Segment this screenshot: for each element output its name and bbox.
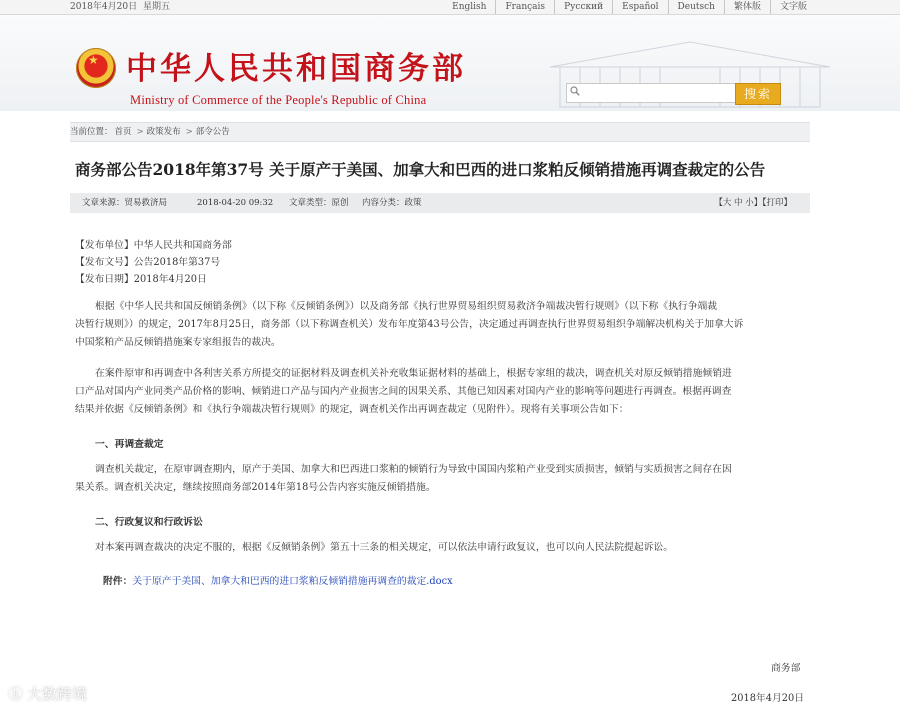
current-date: 2018年4月20日 xyxy=(70,2,138,12)
section-1-heading: 一、再调查裁定 xyxy=(95,439,164,450)
search-icon xyxy=(570,86,580,96)
breadcrumb-announcements-link[interactable]: 部令公告 xyxy=(195,127,230,137)
paragraph-line: 果关系。调查机关决定，继续按照商务部2014年第18号公告内容实施反倾销措施。 xyxy=(75,482,436,493)
breadcrumb-separator: > xyxy=(136,127,144,137)
paragraph-line: 中国浆粕产品反倾销措施案专家组报告的裁决。 xyxy=(75,337,281,348)
info-document-number: 【发布文号】公告2018年第37号 xyxy=(75,257,221,268)
article-source: 文章来源：贸易救济局 xyxy=(82,198,168,208)
paragraph-1 xyxy=(75,298,805,352)
section-2-heading: 二、行政复议和行政诉讼 xyxy=(95,517,203,528)
lang-traditional-link[interactable]: 繁体版 xyxy=(724,0,770,14)
watermark xyxy=(8,683,87,704)
article-title: 商务部公告2018年第37号 关于原产于美国、加拿大和巴西的进口浆粕反倾销措施再调查裁定的公告 xyxy=(75,160,766,179)
paragraph-line: 决暂行规则》）的规定，2017年8月25日，商务部（以下称调查机关）发布年度第43号公告，决定通过再调查执行世界贸易组织争端解决机构关于加拿大诉 xyxy=(75,319,744,330)
paragraph-line: 结果并依据《反倾销条例》和《执行争端裁决暂行规则》的规定，调查机关作出再调查裁定（见附件）。现将有关事项公告如下： xyxy=(75,404,629,415)
language-switcher xyxy=(443,0,816,14)
lang-german-link[interactable]: Deutsch xyxy=(668,0,724,14)
paragraph-2 xyxy=(75,365,805,419)
attachment-line xyxy=(103,573,453,587)
article-meta-bar xyxy=(70,193,810,213)
paragraph-line: 调查机关裁定，在原审调查期内，原产于美国、加拿大和巴西进口浆粕的倾销行为导致中国国内浆粕产业受到实质损害，倾销与实质损害之间存在因 xyxy=(95,464,732,475)
article-category: 内容分类：政策 xyxy=(362,198,422,208)
building-illustration xyxy=(540,37,840,117)
font-size-print-tools[interactable]: 【大 中 小】【打印】 xyxy=(714,198,792,208)
article-type: 文章类型：原创 xyxy=(289,198,349,208)
signature-date: 2018年4月20日 xyxy=(731,693,805,704)
site-header xyxy=(0,15,900,111)
section-1-body xyxy=(75,461,805,497)
paragraph-line: 在案件原审和再调查中各利害关系方所提交的证据材料及调查机关补充收集证据材料的基础上，根据专家组的裁决，调查机关对原反倾销措施倾销进 xyxy=(95,368,732,379)
lang-text-version-link[interactable]: 文字版 xyxy=(770,0,816,14)
info-publisher: 【发布单位】中华人民共和国商务部 xyxy=(75,240,232,251)
paragraph-line: 对本案再调查裁决的决定不服的，根据《反倾销条例》第五十三条的相关规定，可以依法申请行政复议，也可以向人民法院提起诉讼。 xyxy=(95,542,674,553)
breadcrumb-label: 当前位置： xyxy=(70,127,113,137)
site-title-chinese: 中华人民共和国商务部 xyxy=(126,51,466,87)
watermark-logo-icon: ⓚ xyxy=(8,685,24,703)
site-title-english: Ministry of Commerce of the People's Republic of China xyxy=(130,93,427,107)
breadcrumb-home-link[interactable]: 首页 xyxy=(114,127,132,137)
lang-french-link[interactable]: Français xyxy=(495,0,554,14)
search-input[interactable] xyxy=(566,83,736,103)
paragraph-line: 根据《中华人民共和国反倾销条例》（以下称《反倾销条例》）以及商务部《执行世界贸易组织贸易救济争端裁决暂行规则》（以下称《执行争端裁 xyxy=(95,301,718,312)
breadcrumb xyxy=(70,122,810,142)
national-emblem-icon xyxy=(76,48,116,88)
section-2-body xyxy=(75,539,805,557)
signature: 商务部 xyxy=(771,663,801,674)
article-datetime: 2018-04-20 09:32 xyxy=(197,198,274,208)
star-icon: ★ xyxy=(88,53,99,67)
top-bar xyxy=(0,0,900,15)
lang-spanish-link[interactable]: Español xyxy=(612,0,667,14)
lang-english-link[interactable]: English xyxy=(452,2,487,12)
search-button[interactable]: 搜索 xyxy=(735,83,781,105)
attachment-file-link[interactable]: 关于原产于美国、加拿大和巴西的进口浆粕反倾销措施再调查的裁定.docx xyxy=(132,576,453,587)
breadcrumb-policy-link[interactable]: 政策发布 xyxy=(146,127,181,137)
watermark-text: 大数跨境 xyxy=(27,685,88,703)
paragraph-line: 口产品对国内产业同类产品价格的影响、倾销进口产品与国内产业损害之间的因果关系、其他已知因素对国内产业的影响等问题进行再调查。根据再调查 xyxy=(75,386,732,397)
attachment-label: 附件： xyxy=(103,576,133,587)
current-weekday: 星期五 xyxy=(143,2,171,12)
lang-russian-link[interactable]: Русский xyxy=(554,0,612,14)
breadcrumb-separator: > xyxy=(185,127,193,137)
info-publish-date: 【发布日期】2018年4月20日 xyxy=(75,274,207,285)
